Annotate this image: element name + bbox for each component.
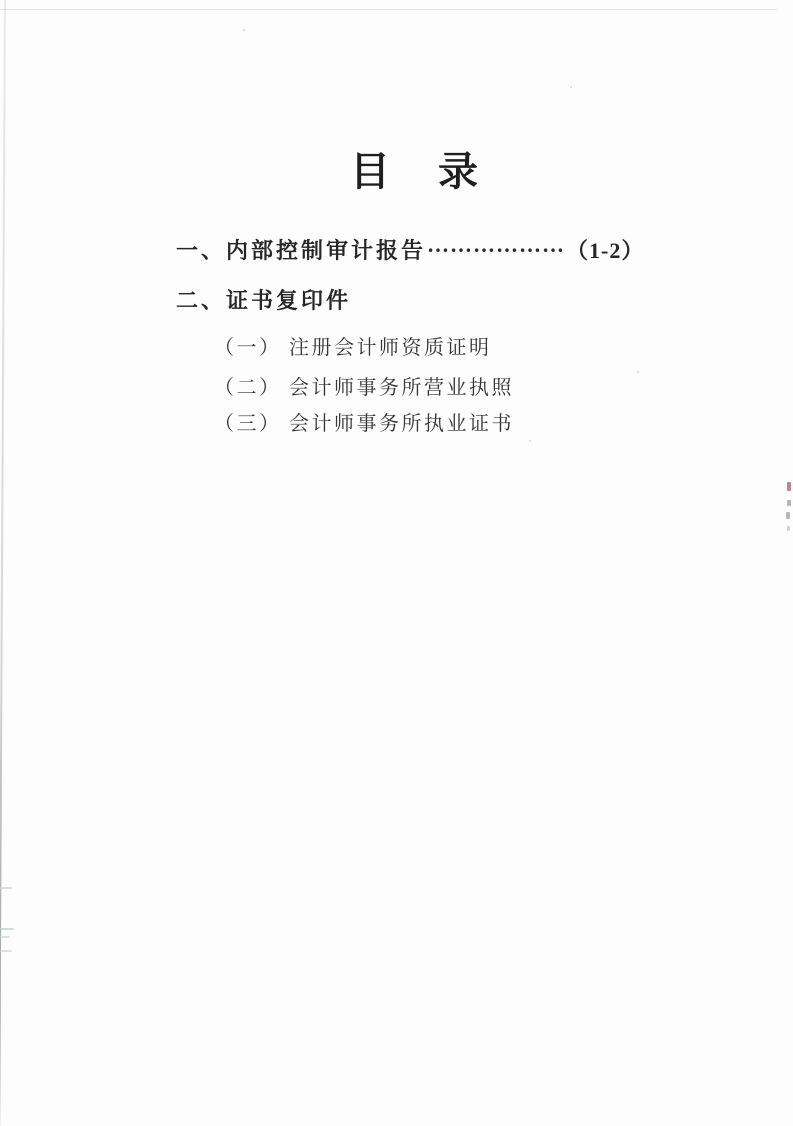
toc-item-internal-control-audit-report	[176, 234, 644, 265]
scan-artifact-right-mark	[787, 526, 790, 531]
scan-artifact-right-mark	[787, 482, 791, 491]
scan-artifact-top-edge	[0, 9, 778, 10]
scan-artifact-left-mark	[0, 936, 10, 938]
toc-subitem-accounting-firm-business-license: （二） 会计师事务所营业执照	[214, 377, 514, 399]
toc-item-1-label: 一、内部控制审计报告	[176, 238, 427, 263]
scan-speck	[570, 86, 572, 88]
toc-leader-dots: ………………	[427, 232, 566, 258]
scan-artifact-left-mark	[0, 928, 14, 930]
scan-artifact-right-mark	[787, 500, 791, 506]
scan-speck	[243, 29, 245, 31]
scan-speck	[637, 371, 639, 373]
toc-item-certificate-copies: 二、证书复印件	[176, 288, 352, 313]
scan-speck	[529, 440, 531, 442]
toc-subitem-accounting-firm-practice-certificate: （三） 会计师事务所执业证书	[214, 413, 514, 435]
page-title: 目 录	[350, 149, 480, 194]
scan-artifact-left-mark	[0, 887, 12, 889]
scan-artifact-left-mark	[0, 950, 12, 952]
toc-item-1-page-ref: （1-2）	[566, 238, 645, 263]
scan-artifact-right-mark	[786, 512, 790, 519]
toc-subitem-cpa-qualification-certificate: （一） 注册会计师资质证明	[214, 337, 492, 359]
